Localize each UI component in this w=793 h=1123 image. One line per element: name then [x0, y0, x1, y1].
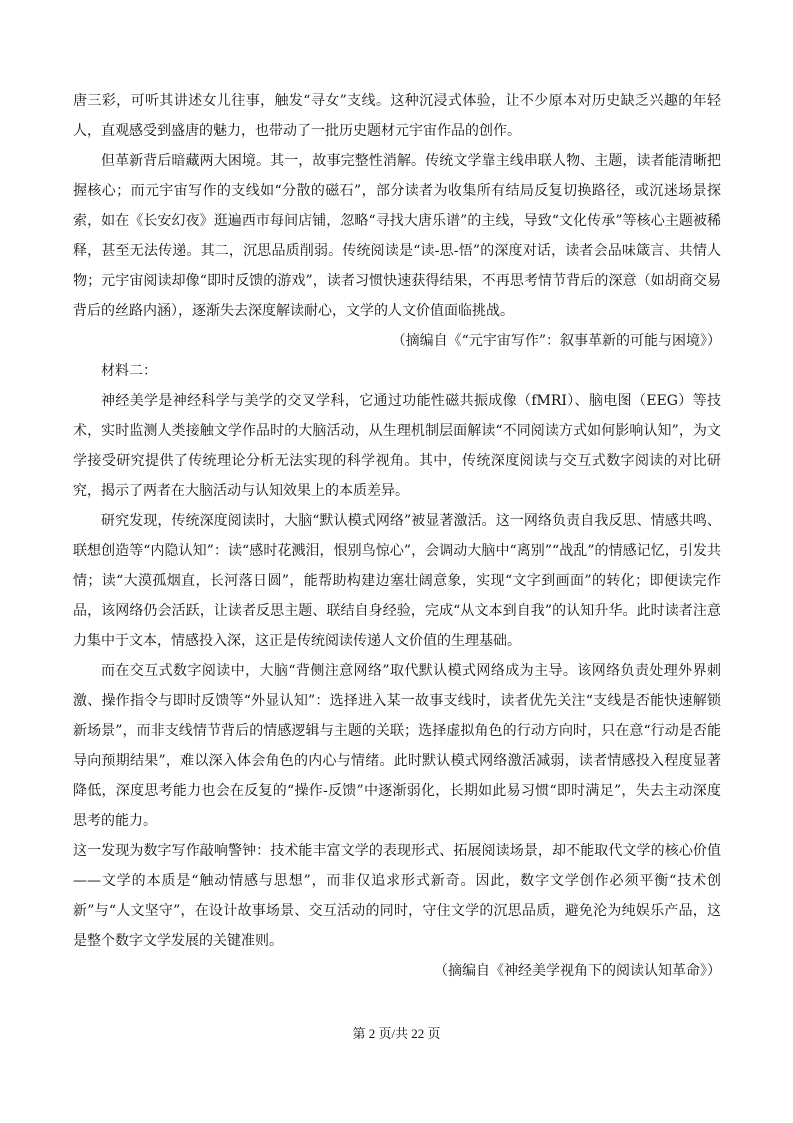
source-citation-2: （摘编自《神经美学视角下的阅读认知革命》） [434, 963, 721, 979]
paragraph-neuroaesthetics: 神经美学是神经科学与美学的交叉学科，它通过功能性磁共振成像（fMRI）、脑电图（EEG）等技术，实时监测人类接触文学作品时的大脑活动，从生理机制层面解读“不同阅读方式如何影响认知”，为文学接受研究提供了传统理论分析无法实现的科学视角。其中，传统深度阅读与交互式数字阅读的对比研究，揭示了两者在大脑活动与认知效果上的本质差异。 [73, 393, 721, 499]
material-2-heading: 材料二： [101, 363, 157, 379]
source-citation-1: （摘编自《“元宇宙写作”：叙事革新的可能与困境》） [391, 333, 721, 349]
paragraph-deep-reading: 研究发现，传统深度阅读时，大脑“默认模式网络”被显著激活。这一网络负责自我反思、情感共鸣、联想创造等“内隐认知”：读“感时花溅泪，恨别鸟惊心”，会调动大脑中“离别”“战乱”的情感记忆，引发共情；读“大漠孤烟直，长河落日圆”，能帮助构建边塞壮阔意象，实现“文字到画面”的转化；即便读完作品，该网络仍会活跃，让读者反思主题、联结自身经验，完成“从文本到自我”的认知升华。此时读者注意力集中于文本，情感投入深，这正是传统阅读传递人文价值的生理基础。 [73, 513, 721, 649]
paragraph-dilemmas: 但革新背后暗藏两大困境。其一，故事完整性消解。传统文学靠主线串联人物、主题，读者能清晰把握核心；而元宇宙写作的支线如“分散的磁石”，部分读者为收集所有结局反复切换路径，或沉迷场景探索，如在《长安幻夜》逛遍西市每间店铺，忽略“寻找大唐乐谱”的主线，导致“文化传承”等核心主题被稀释，甚至无法传递。其二，沉思品质削弱。传统阅读是“读-思-悟”的深度对话，读者会品味箴言、共情人物；元宇宙阅读却像“即时反馈的游戏”，读者习惯快速获得结果，不再思考情节背后的深意（如胡商交易背后的丝路内涵），逐渐失去深度解读耐心，文学的人文价值面临挑战。 [73, 153, 721, 319]
paragraph-continued: 唐三彩，可听其讲述女儿往事，触发“寻女”支线。这种沉浸式体验，让不少原本对历史缺乏兴趣的年轻人，直观感受到盛唐的魅力，也带动了一批历史题材元宇宙作品的创作。 [73, 93, 721, 139]
paragraph-interactive-reading: 而在交互式数字阅读中，大脑“背侧注意网络”取代默认模式网络成为主导。该网络负责处理外界刺激、操作指令与即时反馈等“外显认知”：选择进入某一故事支线时，读者优先关注“支线是否能快速解锁新场景”，而非支线情节背后的情感逻辑与主题的关联；选择虚拟角色的行动方向时，只在意“行动是否能导向预期结果”，难以深入体会角色的内心与情绪。此时默认模式网络激活减弱，读者情感投入程度显著降低，深度思考能力也会在反复的“操作-反馈”中逐渐弱化，长期如此易习惯“即时满足”，失去主动深度思考的能力。 [73, 663, 721, 829]
paragraph-conclusion: 这一发现为数字写作敲响警钟：技术能丰富文学的表现形式、拓展阅读场景，却不能取代文学的核心价值——文学的本质是“触动情感与思想”，而非仅追求形式新奇。因此，数字文学创作必须平衡“技术创新”与“人文坚守”，在设计故事场景、交互活动的同时，守住文学的沉思品质，避免沦为纯娱乐产品，这是整个数字文学发展的关键准则。 [73, 843, 721, 949]
document-body [73, 86, 721, 986]
page-number-footer: 第 2 页/共 22 页 [352, 1026, 441, 1041]
